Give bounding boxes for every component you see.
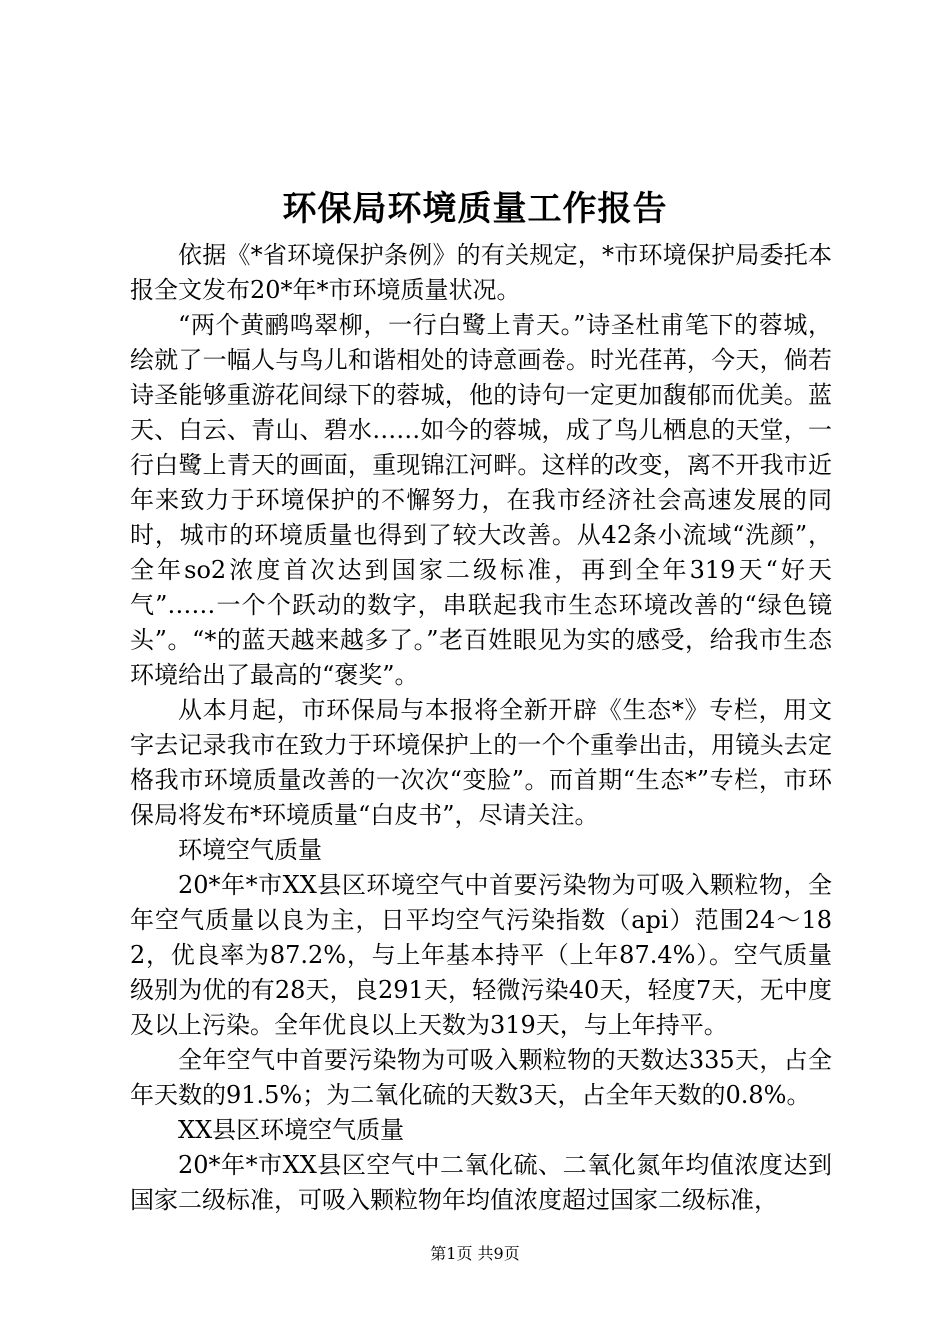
paragraph-intro: 依据《*省环境保护条例》的有关规定，*市环境保护局委托本报全文发布20*年*市环境质量状况。 [130,241,832,304]
section-heading-air-quality: 环境空气质量 [178,836,322,864]
paragraph-air-quality: 20*年*市XX县区环境空气中首要污染物为可吸入颗粒物，全年空气质量以良为主，日平均空气污染指数（api）范围24～182，优良率为87.2%，与上年基本持平（上年87.4%）。空气质量级别为优的有28天，良291天，轻微污染40天，轻度7天，无中度及以上污染。全年优良以上天数为319天，与上年持平。 [130,871,832,1039]
paragraph-pollutant-days: 全年空气中首要污染物为可吸入颗粒物的天数达335天，占全年天数的91.5%；为二氧化硫的天数3天，占全年天数的0.8%。 [130,1046,832,1109]
section-heading-county-air-quality: XX县区环境空气质量 [178,1116,405,1144]
paragraph-county-air-quality: 20*年*市XX县区空气中二氧化硫、二氧化氮年均值浓度达到国家二级标准，可吸入颗粒物年均值浓度超过国家二级标准， [130,1151,832,1214]
paragraph-column: 从本月起，市环保局与本报将全新开辟《生态*》专栏，用文字去记录我市在致力于环境保护上的一个个重拳出击，用镜头去定格我市环境质量改善的一次次“变脸”。而首期“生态*”专栏，市环保局将发布*环境质量“白皮书”，尽请关注。 [130,696,832,829]
page-footer: 第1页 共9页 [430,1244,520,1263]
document-title: 环保局环境质量工作报告 [282,189,668,229]
paragraph-poem: “两个黄鹂鸣翠柳，一行白鹭上青天。”诗圣杜甫笔下的蓉城，绘就了一幅人与鸟儿和谐相处的诗意画卷。时光荏苒，今天，倘若诗圣能够重游花间绿下的蓉城，他的诗句一定更加馥郁而优美。蓝天、白云、青山、碧水……如今的蓉城，成了鸟儿栖息的天堂，一行白鹭上青天的画面，重现锦江河畔。这样的改变，离不开我市近年来致力于环境保护的不懈努力，在我市经济社会高速发展的同时，城市的环境质量也得到了较大改善。从42条小流域“洗颜”，全年so2浓度首次达到国家二级标准，再到全年319天“好天气”……一个个跃动的数字，串联起我市生态环境改善的“绿色镜头”。“*的蓝天越来越多了。”老百姓眼见为实的感受，给我市生态环境给出了最高的“褒奖”。 [130,311,832,689]
document-body [130,238,832,1218]
